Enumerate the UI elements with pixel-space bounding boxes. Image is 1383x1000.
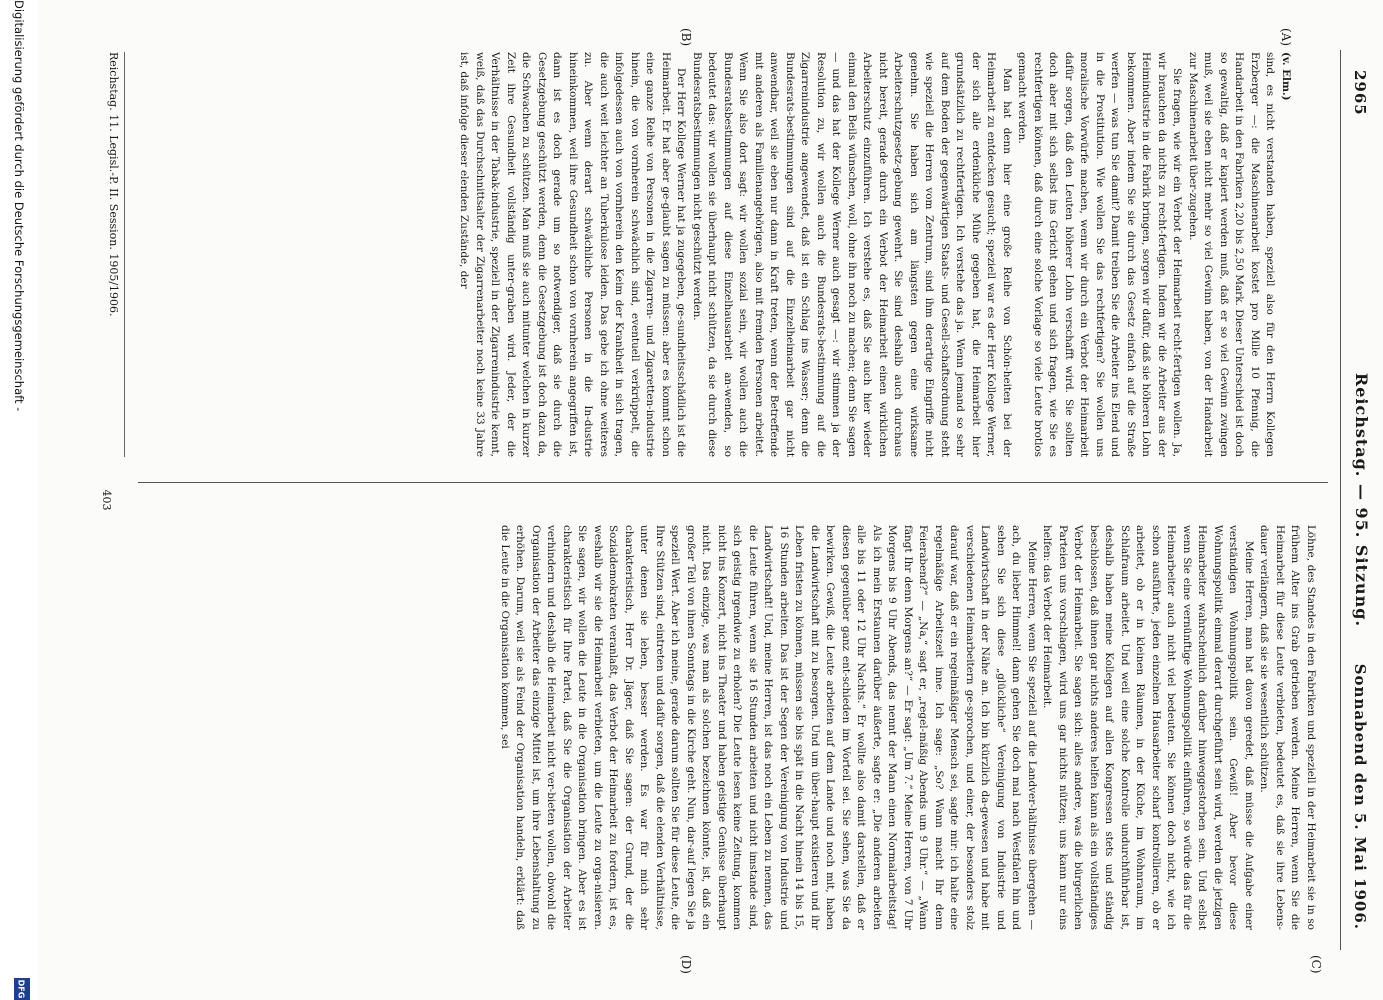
column-divider [138, 482, 1328, 483]
session-date: Sonnabend den 5. Mai 1906. [1351, 663, 1369, 930]
margin-mark-b: (B) [679, 28, 693, 47]
paragraph: Man hat denn hier eine große Reihe von Schön-heiten bei der Heimarbeit zu entdecken gesucht; speziell war es der Herr Kollege Werner, der sich alle erdenkliche Mühe gegeben hat, die Heimarbeit hier grundsätzlich zu rechtfertigen. Ich verstehe das ja. Wenn jemand so sehr auf dem Boden der gegenwärtigen Staats- und Gesell-schaftsordnung steht wie speziell die Herren vom Zentrum, sind ihm derartige Eingriffe nicht genehm. Sie haben sich am längsten gegen eine wirksame Arbeiterschutzgesetz-gebung gewehrt. Sie sind deshalb auch durchaus nicht bereit, gerade durch ein Verbot der Heimarbeit einen wirklichen Arbeiterschutz einzuführen. Ich verstehe es, daß Sie auch hier wieder einmal den Beils wünschen, woll, ohne ihn noch zu machen; denn Sie sagen — und das hat der Kollege Werner auch gesagt —: wir stimmen ja der Resolution zu, wir wollen auch die Bundesrats-bestimmung auf die Zigarrenindustrie angewendet, daß ist ein Schlag ins Wasser; denn die Bundesrats-bestimmungen sind auf die Einzelheimarbeit gar nicht anwendbar, weil sie eben nur dann in Kraft treten, wenn der Betreffende mit anderen als Familienangehörigen, also mit fremden Personen arbeitet. Wenn Sie also dort sagt: wir wollen sozial sein, wir wollen auch die Bundesratsbestimmungen auf diese Einzelhausarbeit an-wenden, so bedeutet das: wir wollen sie überhaupt nicht schützen, da sie durch diese Bundesratsbestimmungen nicht geschützt werden. [691, 52, 1013, 457]
margin-mark-c: (C) [1309, 955, 1323, 974]
dfg-logo-icon [14, 978, 30, 1000]
speaker-label: (v. Elm.) [1280, 52, 1292, 101]
paragraph: Der Herr Kollege Werner hat ja zugegeben, ge-sundheitsschädlich ist die Heimarbeit. Er hat aber ge-glaubt sagen zu müssen: aber es kommt schon eine ganze Reihe von Personen in die Zigarren- und Zigaretten-industrie hinein, die von vornherein schwächlich sind, eventuell verkrüppelt, die infolgedessen auch von vornherein den Keim der Krankheit in sich tragen, die auch weit leichter an Tuberkulose leiden. Das gebe ich ohne weiteres zu. Aber wenn derart schwächliche Personen in die In-dustrie hineinkommen, weil ihre Gesundheit schon von vornherein angegriffen ist, dann ist es doch gerade um so notwendiger, daß sie durch die Gesetzgebung geschützt werden, denn die Gesetzgebung ist doch dazu da, die Schwachen zu schützen. Man muß sie auch mitunter welchen in kurzer Zeit ihre Gesundheit vollständig unter-graben wird. Jeder, der die Verhältnisse in der Tabak-industrie, speziell in der Zigarrenindustrie kennt, weiß, daß das Durchschnittsalter der Zigarrenarbeiter noch keine 33 Jahre ist, daß infolge dieser elenden Zustände, der [458, 52, 688, 457]
paragraph: Meine Herren, man hat davon geredet, daß müsse die Aufgabe einer verständigen Wohnungspolitik sein. Gewiß! Aber bevor diese Wohnungspolitik einmal derart durchgeführt sein wird, werden die jetzigen Heimarbeiter wahrscheinlich darüber hinweggestorben sein. Und selbst wenn Sie eine vernünftige Wohnungspolitik einführen, so würde das für die Heimarbeiter auch nicht viel bedeuten. Sie können doch nicht, wie ich schon ausführte, jeden einzelnen Hausarbeiter scharf kontrollieren, ob er arbeitet, ob er in kleinen Räumen, in der Küche, im Wohnraum, im Schlafraum arbeitet. Und weil eine solche Kontrolle undurchführbar ist, deshalb haben meine Kollegen auf allen Kongressen stets und ständig beschlossen, daß ihnen gar nichts anderes helfen kann als ein vollständiges Verbot der Heimarbeit. Sie sagen sich: alles andere, was die bürgerlichen Parteien uns vorschlagen, wird uns gar nichts nützen; uns kann nur eins helfen: das Verbot der Heimarbeit. [1041, 525, 1255, 930]
header-rule [1340, 50, 1341, 950]
credit-text: Digitalisierung gefördert durch die Deutsche Forschungsgemeinschaft - [12, 0, 26, 412]
paragraph: Meine Herren, wenn Sie speziell auf die Landver-hältnisse übergehen — ach, du lieber Himmel! dann gehen Sie doch mal nach Westfalen hin und sehen Sie sich diese „glückliche“ Vereinigung von Industrie und Landwirtschaft in der Nähe an. Ich bin kürzlich da-gewesen und habe mit verschiedenen Heimarbeitern ge-sprochen, und einer, der besonders stolz darauf war, daß er ein regelmäßiger Mensch sei, sagte mir: ich halte eine regelmäßige Arbeitszeit inne. Ich sage: „So? Wann macht Ihr denn Feierabend?“ — „Na,“ sagt er, „regel-mäßig Abends um 9 Uhr.“ — „Wann fängt Ihr denn Morgens an?“ — Er sagt: „Um 7.“ Meine Herren, von 7 Uhr Morgens bis 9 Uhr Abends, das nennt der Mann einen Normalarbeitstag! Als ich mein Erstaunen darüber äußerte, sagte er: „Die anderen arbeiten alle bis 11 oder 12 Uhr Nachts.“ Er wollte also damit darstellen, daß er diesen gegenüber ganz ent-schieden im Vorteil sei. Sie sehen, was Sie da bewirken. Gewiß, die Leute arbeiten auf dem Lande und noch mit, haben die Landwirtschaft mit zu besorgen. Und um über-haupt existieren und ihr Leben fristen zu können, müssen sie bis spät in die Nacht hinein 14 bis 15, 16 Stunden arbeiten. Das ist der Segen der Vereinigung von Industrie und Landwirtschaft! Und, meine Herren, ist das noch ein Leben zu nennen, das die Leute führen, wenn sie 16 Stunden arbeiten und nicht imstande sind, sich geistig irgendwie zu erholen? Die Leute lesen keine Zeitung, kommen nicht ins Konzert, nicht ins Theater und haben geistige Genüsse überhaupt nicht. Das einzige, was man als solchen bezeichnen könnte, ist, daß ein großer Teil von ihnen Sonntags in die Kirche geht. Nun, dar-auf legen Sie ja speziell Wert. Aber ich meine, gerade darum sollten Sie für diese Leute, die Ihre Stützen sind, eintreten und dafür sorgen, daß die elenden Verhältnisse, unter denen sie leben, besser werden. Es war für mich sehr charakteristisch, Herr Dr. Jäger, daß Sie sagen: der Grund, der die Sozialdemokraten veranlaßt, das Verbot der Heimarbeit zu fordern, ist es, weshalb wir sie die Heimarbeit verbieten, um die Leute zu orga-nisieren. Sie sagen, wir wollen die Leute in die Organisation bringen. Aber es ist charakteristisch für Ihre Partei, daß Sie die Organisation der Arbeiter verhindern und deshalb die Heimarbeit nicht ver-bieten wollen, obwohl die Organisation der Arbeiter das einzige Mittel ist, um ihre Lebenshaltung zu erhöhen. Darum, weil sie als Feind der Organisation handeln, erklärt: daß die Leute in die Organisation kommen, sei [499, 525, 1038, 930]
paragraph: sind, es nicht verstanden haben, speziell also für den Herrn Kollegen Erzberger —: die Maschinenarbeit kostet pro Mille 10 Pfennig, die Handarbeit in den Fabriken 2,20 bis 2,50 Mark. Dieser Unterschied ist doch so gewaltig, daß er kapiert werden muß, daß er so viel Gewinn zwingen muß, weil sie eben nicht mehr so viel Gewinn haben, von der Handarbeit zur Maschinenarbeit über-zugehen. [1187, 52, 1277, 457]
digitization-credit [0, 0, 38, 1000]
svg-text:DFG: DFG [16, 979, 26, 999]
right-column [497, 525, 1319, 930]
left-column [456, 52, 1293, 457]
margin-mark-a: (A) [1279, 28, 1293, 47]
paragraph: Sie fragen, wie wir ein Verbot der Heimarbeit recht-fertigen wollen. Ja, wir brauchen da nichts zu recht-fertigen. Indem wir die Arbeiter aus der Heimindustrie in die Fabrik bringen, sorgen wir dafür, daß sie höheren Lohn bekommen. Aber indem Sie sie durch das Gesetz einfach auf die Straße werfen — was tun Sie damit? Damit treiben Sie die Arbeiter ins Elend und in die Prostitution. Wie wollen Sie das rechtfertigen? Sie wollen uns moralische Vorwürfe machen, wenn wir durch ein Verbot der Heimarbeit dafür sorgen, daß den Leuten höherer Lohn verschafft wird. Sie sollten doch aber mit sich selbst ins Gericht gehen und sich fragen, wie Sie es rechtfertigen können, daß durch eine solche Vorlage so viele Leute brotlos gemacht werden. [1016, 52, 1184, 457]
paragraph: Löhne, des Standes in den Fabriken und speziell in der Heimarbeit sie in so frühem Alter ins Grab getrieben werden. Meine Herren, wenn Sie die Heimarbeit für diese Leute verbieten, bedeutet es, daß sie ihre Lebens-dauer verlängern, daß sie sie wesentlich schützen. [1258, 525, 1317, 930]
page-header [1345, 70, 1375, 930]
margin-mark-d: (D) [679, 955, 693, 974]
footer-citation: Reichstag. 11. Legisl.-P. II. Session. 1905/1906. [107, 52, 120, 317]
running-title: Reichstag. — 95. Sitzung. [1352, 372, 1371, 628]
page-folio: 2965 [1351, 70, 1369, 116]
page-number: 403 [100, 489, 113, 511]
